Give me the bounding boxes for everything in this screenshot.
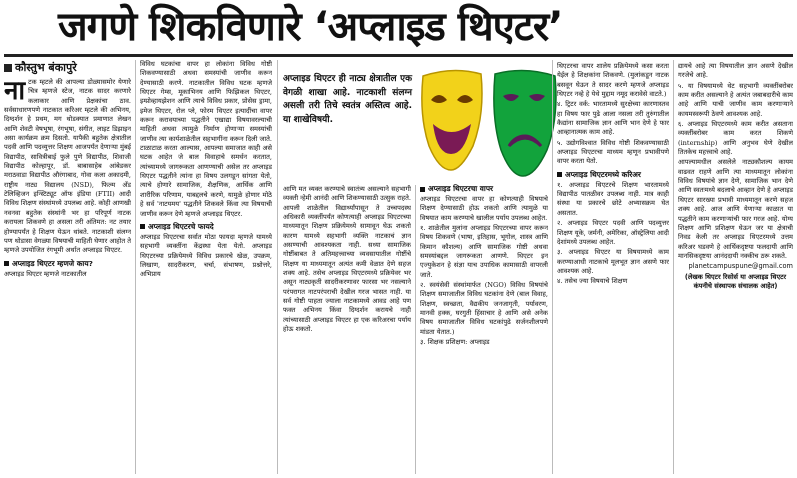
column-1-para-2: अप्लाइड थिएटर म्हणजे नाटकातील xyxy=(4,269,87,278)
column-5-para-4: १. अप्लाइड थिएटरचे शिक्षण भारतामध्ये विद्यापीठ पातळीवर उपलब्ध नाही. मात्र काही संस्था या प्रकारचे छोटे अभ्यासक्रम घेत असतात. xyxy=(557,180,669,217)
column-4 xyxy=(420,184,548,476)
byline-square-icon xyxy=(4,64,12,72)
column-5-subheading: अप्लाइड थिएटरमध्ये करिअर xyxy=(557,170,669,180)
column-6-para-2: ५. या विषयामध्ये थेट सहभागी व्यक्तींबरोबर काम करीत असल्याने हे अत्यंत जबाबदारीचे काम आहे आणि याची जाणीव काम करणाऱ्याने कायमस्वरूपी ठेवणे आवश्यक आहे. xyxy=(678,81,793,118)
headline: जगणे शिकविणारे ‘अप्लाइड थिएटर’ xyxy=(58,4,563,50)
comedy-mask-icon xyxy=(422,70,482,170)
column-divider xyxy=(552,60,553,474)
column-2-subheading: अप्लाइड थिएटरचे फायदे xyxy=(140,222,272,232)
column-5 xyxy=(557,62,669,476)
subheading-square-icon xyxy=(420,187,425,192)
column-4-subheading: अप्लाइड थिएटरचा वापर xyxy=(420,184,548,194)
column-5-para-1: थिएटरचा वापर शालेय प्रक्रियेमध्ये कसा करता येईल हे शिक्षकांना शिकवणे. (मुलांकडून नाटक बसवून घेऊन ते सादर करणे म्हणजे अप्लाइड थिएटर नव्हे हे येथे मुद्दाम नमूद करावेसे वाटते.) xyxy=(557,62,669,99)
column-1-subheading: अप्लाइड थिएटर म्हणजे काय? xyxy=(4,259,131,269)
column-2 xyxy=(140,60,272,476)
column-4-para-2: १. शाळेतील मुलांना अप्लाइड थिएटरच्या वापर करून विषय शिकवणे (भाषा, इतिहास, भूगोल, शास्त्र आणि किमान कौशल्य) आणि सामाजिक गोष्टी अथवा समस्यांबद्दल जागरूकता आणणे. थिएटर इन एज्युकेशन हे संज्ञा याच उपाधिक कामासाठी वापरली जाते. xyxy=(420,224,548,279)
column-divider xyxy=(673,60,674,474)
column-5-para-6: ३. अप्लाइड थिएटर या विषयामध्ये काम करण्याआधी नाटकाचे मूलभूत ज्ञान असणे फार आवश्यक आहे. xyxy=(557,248,669,275)
column-6-para-3: ६. अप्लाइड थिएटरमध्ये काम करीत असताना व्यक्तींबरोबर काम करत शिकणे (internship) आणि अनुभव घेणे देखील तितकेच महत्त्वाचे आहे. xyxy=(678,120,793,157)
column-2-para-1: विविध घटकांचा वापर हा लोकांना विविध गोष्टी शिकवण्यासाठी अथवा समस्यांची जाणीव करून देण्यासाठी करणे. नाटकातील विविध घटक म्हणजे थिएटर गेम्स, मूकाभिनय आणि फिझिकल थिएटर, इम्प्रोव्हायझेशन आणि त्याचे विविध प्रकार, प्रोसेस ड्रामा, इमेज थिएटर, रोल प्ले, फोरम थिएटर इत्यादींचा वापर करून करावयाच्या पद्धतीने एखाद्या विषयावरल्याची माहिती अथवा त्यामुळे निर्माण होणाऱ्या समस्यांची जाणीव त्या कार्यशाळेतील सहभागींना करून दिली जाते. टाळाटाळ करता आल्यास, आपल्या समाजात काही असे घटक आहेत जे बाल विवाहाचे समर्थन करतात, त्यांच्यामध्ये जागरूकता आणण्याची असेल तर अप्लाइड थिएटर पद्धतीने त्यांना हा विषय उलगडून सांगता येतो, त्याचे होणारे सामाजिक, शैक्षणिक, आर्थिक आणि शारीरिक परिणाम, याबद्दलचे करणे, यामुळे होणार मोठे हे सर्व 'नाटयमय' पद्धतीने शिकवले किंवा त्या विषयाची जाणीव करून देणे म्हणजे अप्लाइड थिएटर. xyxy=(140,60,272,218)
column-5-para-2: ४. ट्रिटर वर्क: भारतामध्ये सुरक्षेच्या कारणास्तव हा विषय फार पुढे आला नसला तरी तुरुंगातील कैद्यांना सामाजिक ज्ञान आणि भान देणे हे फार आव्हानात्मक काम आहे. xyxy=(557,100,669,137)
column-3-para-1: आणि मत व्यक्त करण्याचे स्वातंत्र्य असल्याने सहभागी व्यक्ती न्हेमी आनंदी आणि शिकण्यासाठी उत्सुक राहते. आपली शाळेतील विद्यार्थ्यांपासून ते उच्चपदस्थ अधिकारी व्यक्तींपर्यंत कोणत्याही अप्लाइड थिएटरच्या माध्यमातून शिक्षण प्रक्रियेमध्ये सामावून घेऊ शकतो कारण यामध्ये सहभागी व्यक्ति नाटकाचं ज्ञान असण्याची आवश्यकता नाही. सध्या सामाजिक गोष्टींबाबत ते अतिमहत्त्वाच्या व्यवसायातील गोष्टींचे शिक्षण या माध्यमातून अत्यंत कमी वेळात देणे सहज शक्य आहे. तसेच अप्लाइड थिएटरमध्ये प्रक्रियेवर भर असून नाट्यकृती सादरीकरणावर फारसा भर नसल्याने परंपरागत नाटपरंपराची देखील गरज भासत नाही. या सर्व गोष्टी पाहता ज्याला नाटकामध्ये आवड आहे पण फक्त अभिनय किंवा दिग्दर्शन करायचे नाही त्यांच्यासाठी अप्लाइड थिएटर हा एक करिअरचा पर्याय होऊ शकतो. xyxy=(283,185,411,334)
column-1 xyxy=(4,78,131,476)
byline xyxy=(4,60,104,76)
author-credit: (लेखक थिएटर रिसोर्स या अप्लाइड थिएटर कंपनीचे संस्थापक संचालक आहेत) xyxy=(684,272,787,290)
subheading-square-icon xyxy=(4,261,9,266)
column-4-para-3: २. स्वयंसेवी संस्थांमार्फत (NGO) विविध विषयांचे शिक्षण समाजातील विविध घटकांना देणे (बाल विवाह, शिक्षण, स्वच्छता, वैद्यकीय जनजागृती, पर्यावरण, मानवी हक्क, घरगुती हिंसाचार हे आणि असे अनेक विषय समाजातील विविध घटकांपुढे सर्जनशीलपणे मांडता येतात.) xyxy=(420,281,548,336)
column-5-para-5: २. अप्लाइड थिएटर पदवी आणि पदव्युत्तर शिक्षण यूके, जर्मनी, अमेरिका, ऑस्ट्रेलिया आदी देशांमध्ये उपलब्ध आहेत. xyxy=(557,219,669,246)
column-divider xyxy=(415,185,416,474)
column-1-para-1: नाटक म्हटले की आपल्या डोळ्यासमोर येणारे चित्र म्हणजे स्टेज, नाटक सादर करणारे कलाकार आणि प्रेक्षकांचा ठाव. सर्वसाधारणपणे नाटकात करिअर म्हटले की अभिनय, दिग्दर्शन हे प्रथम, मग थोडक्यात प्रमाणात लेखन आणि शेवटी वेषभूषा, रंगभूषा, संगीत, लाइट डिझाइन असा कार्यक्रम क्रम दिसतो. यापैकी बहुतेक क्षेत्रातील पदवी आणि पदव्युत्तर शिक्षण आजपर्यंत देणाऱ्या मुंबई विद्यापीठ, सावित्रीबाई फुले पुणे विद्यापीठ, शिवाजी विद्यापीठ कोल्हापूर, डॉ. बाबासाहेब आंबेडकर मराठवाडा विद्यापीठ औरंगाबाद, गोवा कला अकादमी, राष्ट्रीय नाट्य विद्यालय (NSD), फिल्म अँड टेलिव्हिजन इन्स्टिट्यूट ऑफ इंडिया (FTII) आदी विविध शिक्षण संस्थांमध्ये उपलब्ध आहे. कोही आणखी नवनवा बहुतेक संस्थांनी भर हा परिपूर्ण नाटक करायला शिकवणे हा असला तरी अंतिमत: नट तयार होण्यापर्यंत हे शिक्षण येऊन थांबते. नाटकाशी संलग्न पण थोडासा वेगळ्या विषयाची माहिती घेणार आहोत ते म्हणजे उपयोजित रंगभूमी अर्थात अप्लाइड थिएटर. xyxy=(4,78,131,255)
column-4-para-1: अप्लाइड थिएटरचा वापर हा कोणत्याही विषयाचे शिक्षण देण्यासाठी होऊ शकतो आणि त्यामुळे या विषयात काम करण्याचे खालील पर्याय उपलब्ध आहेत. xyxy=(420,195,548,222)
subheading-square-icon xyxy=(140,224,145,229)
column-6-para-1: द्यायचे आहे त्या विषयातील ज्ञान असणे देखील गरजेचे आहे. xyxy=(678,62,793,80)
column-6 xyxy=(678,62,793,476)
pull-quote: अप्लाइड थिएटर ही नाट्य क्षेत्रातील एक वेगळी शाखा आहे. नाटकाशी संलग्न असली तरी तिचे स्वतंत्र अस्तित्व आहे. या शाखेविषयी. xyxy=(283,74,412,125)
tragedy-mask-icon xyxy=(494,70,556,176)
column-4-para-4: ३. शिक्षक प्रशिक्षण: अप्लाइड xyxy=(420,338,490,347)
subheading-square-icon xyxy=(557,172,562,177)
column-divider xyxy=(135,60,136,474)
column-divider xyxy=(277,60,278,474)
dropcap: ना xyxy=(4,78,26,106)
column-5-para-7: ४. तसेच ज्या विषयाचे शिक्षण xyxy=(557,277,628,286)
byline-author: कौस्तुभ बंकापुरे xyxy=(15,61,77,74)
column-6-para-4: आपल्यामधील असलेले नाट्यकौशल्य कायम वाढवत राहणे आणि त्या माध्यमातून लोकांना विविध विषयांचे ज्ञान देणे, सामाजिक भान देणे आणि स्वतःमध्ये बदलाचे आव्हान देणे हे अप्लाइड थिएटर सारख्या प्रभावी माध्यमातून करणे सहज शक्य आहे. आज आणि येणाऱ्या काळात या पद्धतीने काम करणाऱ्यांची फार गरज आहे. योग्य शिक्षण आणि प्रशिक्षण घेऊन जर या क्षेत्राची निवड केली तर अप्लाइड थिएटरमध्ये उत्तम करिअर घडवणे हे आर्थिकदृष्टया फलदायी आणि मानसिकदृष्टया आनंददायी नक्कीच ठरू शकते. xyxy=(678,158,793,260)
column-3 xyxy=(283,185,411,475)
theatre-masks-illustration xyxy=(415,66,563,182)
author-email: planetcampuspune@gmail.com xyxy=(688,262,793,271)
column-5-para-3: ५. उद्योगविश्वात विविध गोष्टी शिकवण्यासाठी अप्लाइड थिएटरचा माध्यम म्हणून प्रभावीपणे वापर करता येतो. xyxy=(557,138,669,166)
column-2-para-2: अप्लाइड थिएटरचा सर्वात मोठा फायदा म्हणजे यामध्ये सहभागी व्यक्तींना केंद्रस्था येता येतो. अप्लाइड थिएटरच्या प्रक्रियेमध्ये विविध प्रकारचे खेळ, उपक्रम, लिखाण, सादरीकरण, चर्चा, संभाषण, प्रश्नोत्तरे, अभिप्राय xyxy=(140,232,272,279)
top-rule xyxy=(4,54,793,57)
